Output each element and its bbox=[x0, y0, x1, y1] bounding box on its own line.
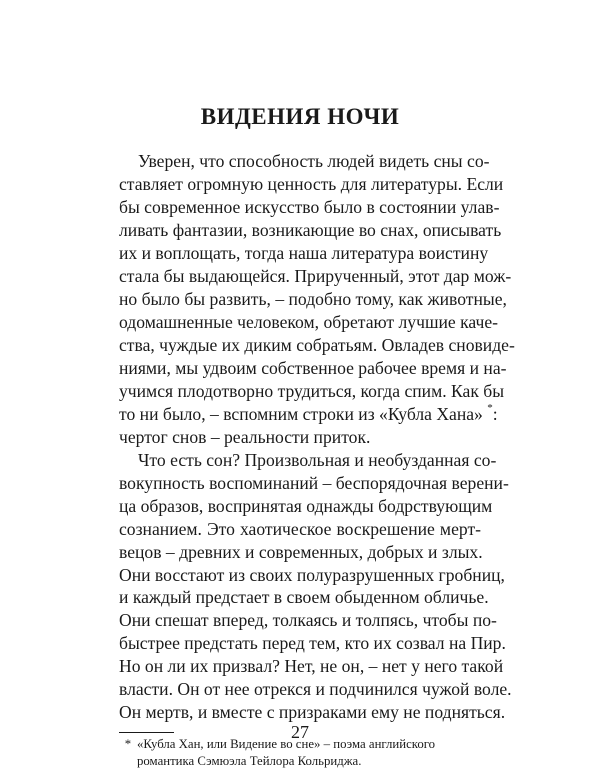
text-line: их и воплощать, тогда наша литература воистину bbox=[119, 243, 489, 263]
text-line: бы современное искусство было в состоянии улав- bbox=[119, 197, 500, 217]
footnote-line: романтика Сэмюэла Тейлора Кольриджа. bbox=[137, 753, 362, 768]
text-line: одомашненные человеком, обретают лучшие каче- bbox=[119, 312, 499, 332]
text-line: Они спешат вперед, толкаясь и толпясь, чтобы по- bbox=[119, 610, 497, 631]
footnote-reference: * bbox=[487, 402, 493, 414]
text-line: быстрее предстать перед тем, кто их созвал на Пир. bbox=[119, 633, 506, 654]
footnote-ref-colon: : bbox=[492, 404, 498, 424]
text-line: вецов – древних и современных, добрых и злых. bbox=[119, 541, 483, 562]
text-line: чертог снов – реальности приток. bbox=[119, 427, 371, 447]
text-line: ливать фантазии, возникающие во снах, описывать bbox=[119, 220, 502, 240]
text-line: Они восстают из своих полуразрушенных гробниц, bbox=[119, 564, 505, 585]
footnote-mark: * bbox=[124, 736, 132, 751]
text-line: ниями, мы удвоим собственное рабочее время и на- bbox=[119, 358, 507, 378]
text-line: Что есть сон? Произвольная и необузданная со- bbox=[138, 450, 497, 470]
text-line-with-footnote-ref bbox=[119, 402, 498, 426]
text-line: но было бы развить, – подобно тому, как животные, bbox=[119, 289, 507, 309]
text-line: власти. Он от нее отрекся и подчинился чужой воле. bbox=[119, 679, 512, 699]
text-line: сознанием. Это хаотическое воскрешение мерт- bbox=[119, 518, 481, 539]
text-line: и каждый предстает в своем обыденном обличье. bbox=[119, 587, 489, 608]
chapter-title: ВИДЕНИЯ НОЧИ bbox=[200, 104, 400, 129]
text-line: ставляет огромную ценность для литературы. Если bbox=[119, 174, 504, 194]
text-line: Но он ли их призвал? Нет, не он, – нет у него такой bbox=[119, 656, 504, 677]
text-line: ца образов, воспринятая однажды бодрствующим bbox=[119, 495, 493, 516]
text-line: ства, чуждые их диким собратьям. Овладев сновиде- bbox=[119, 335, 515, 355]
text-line-body: то ни было, – вспомним строки из «Кубла Хана» bbox=[119, 404, 483, 424]
text-line: Он мертв, и вместе с призраками ему не подняться. bbox=[119, 701, 506, 722]
text-line: стала бы выдающейся. Прирученный, этот дар мож- bbox=[119, 266, 512, 286]
page-number: 27 bbox=[291, 722, 309, 742]
text-line: Уверен, что способность людей видеть сны со- bbox=[138, 151, 490, 171]
text-line: учимся плодотворно трудиться, когда спим. Как бы bbox=[119, 381, 505, 401]
footnote-text: «Кубла Хан, или Видение во сне» – поэма английского bbox=[137, 736, 436, 751]
text-line: вокупность воспоминаний – беспорядочная верени- bbox=[119, 472, 509, 493]
